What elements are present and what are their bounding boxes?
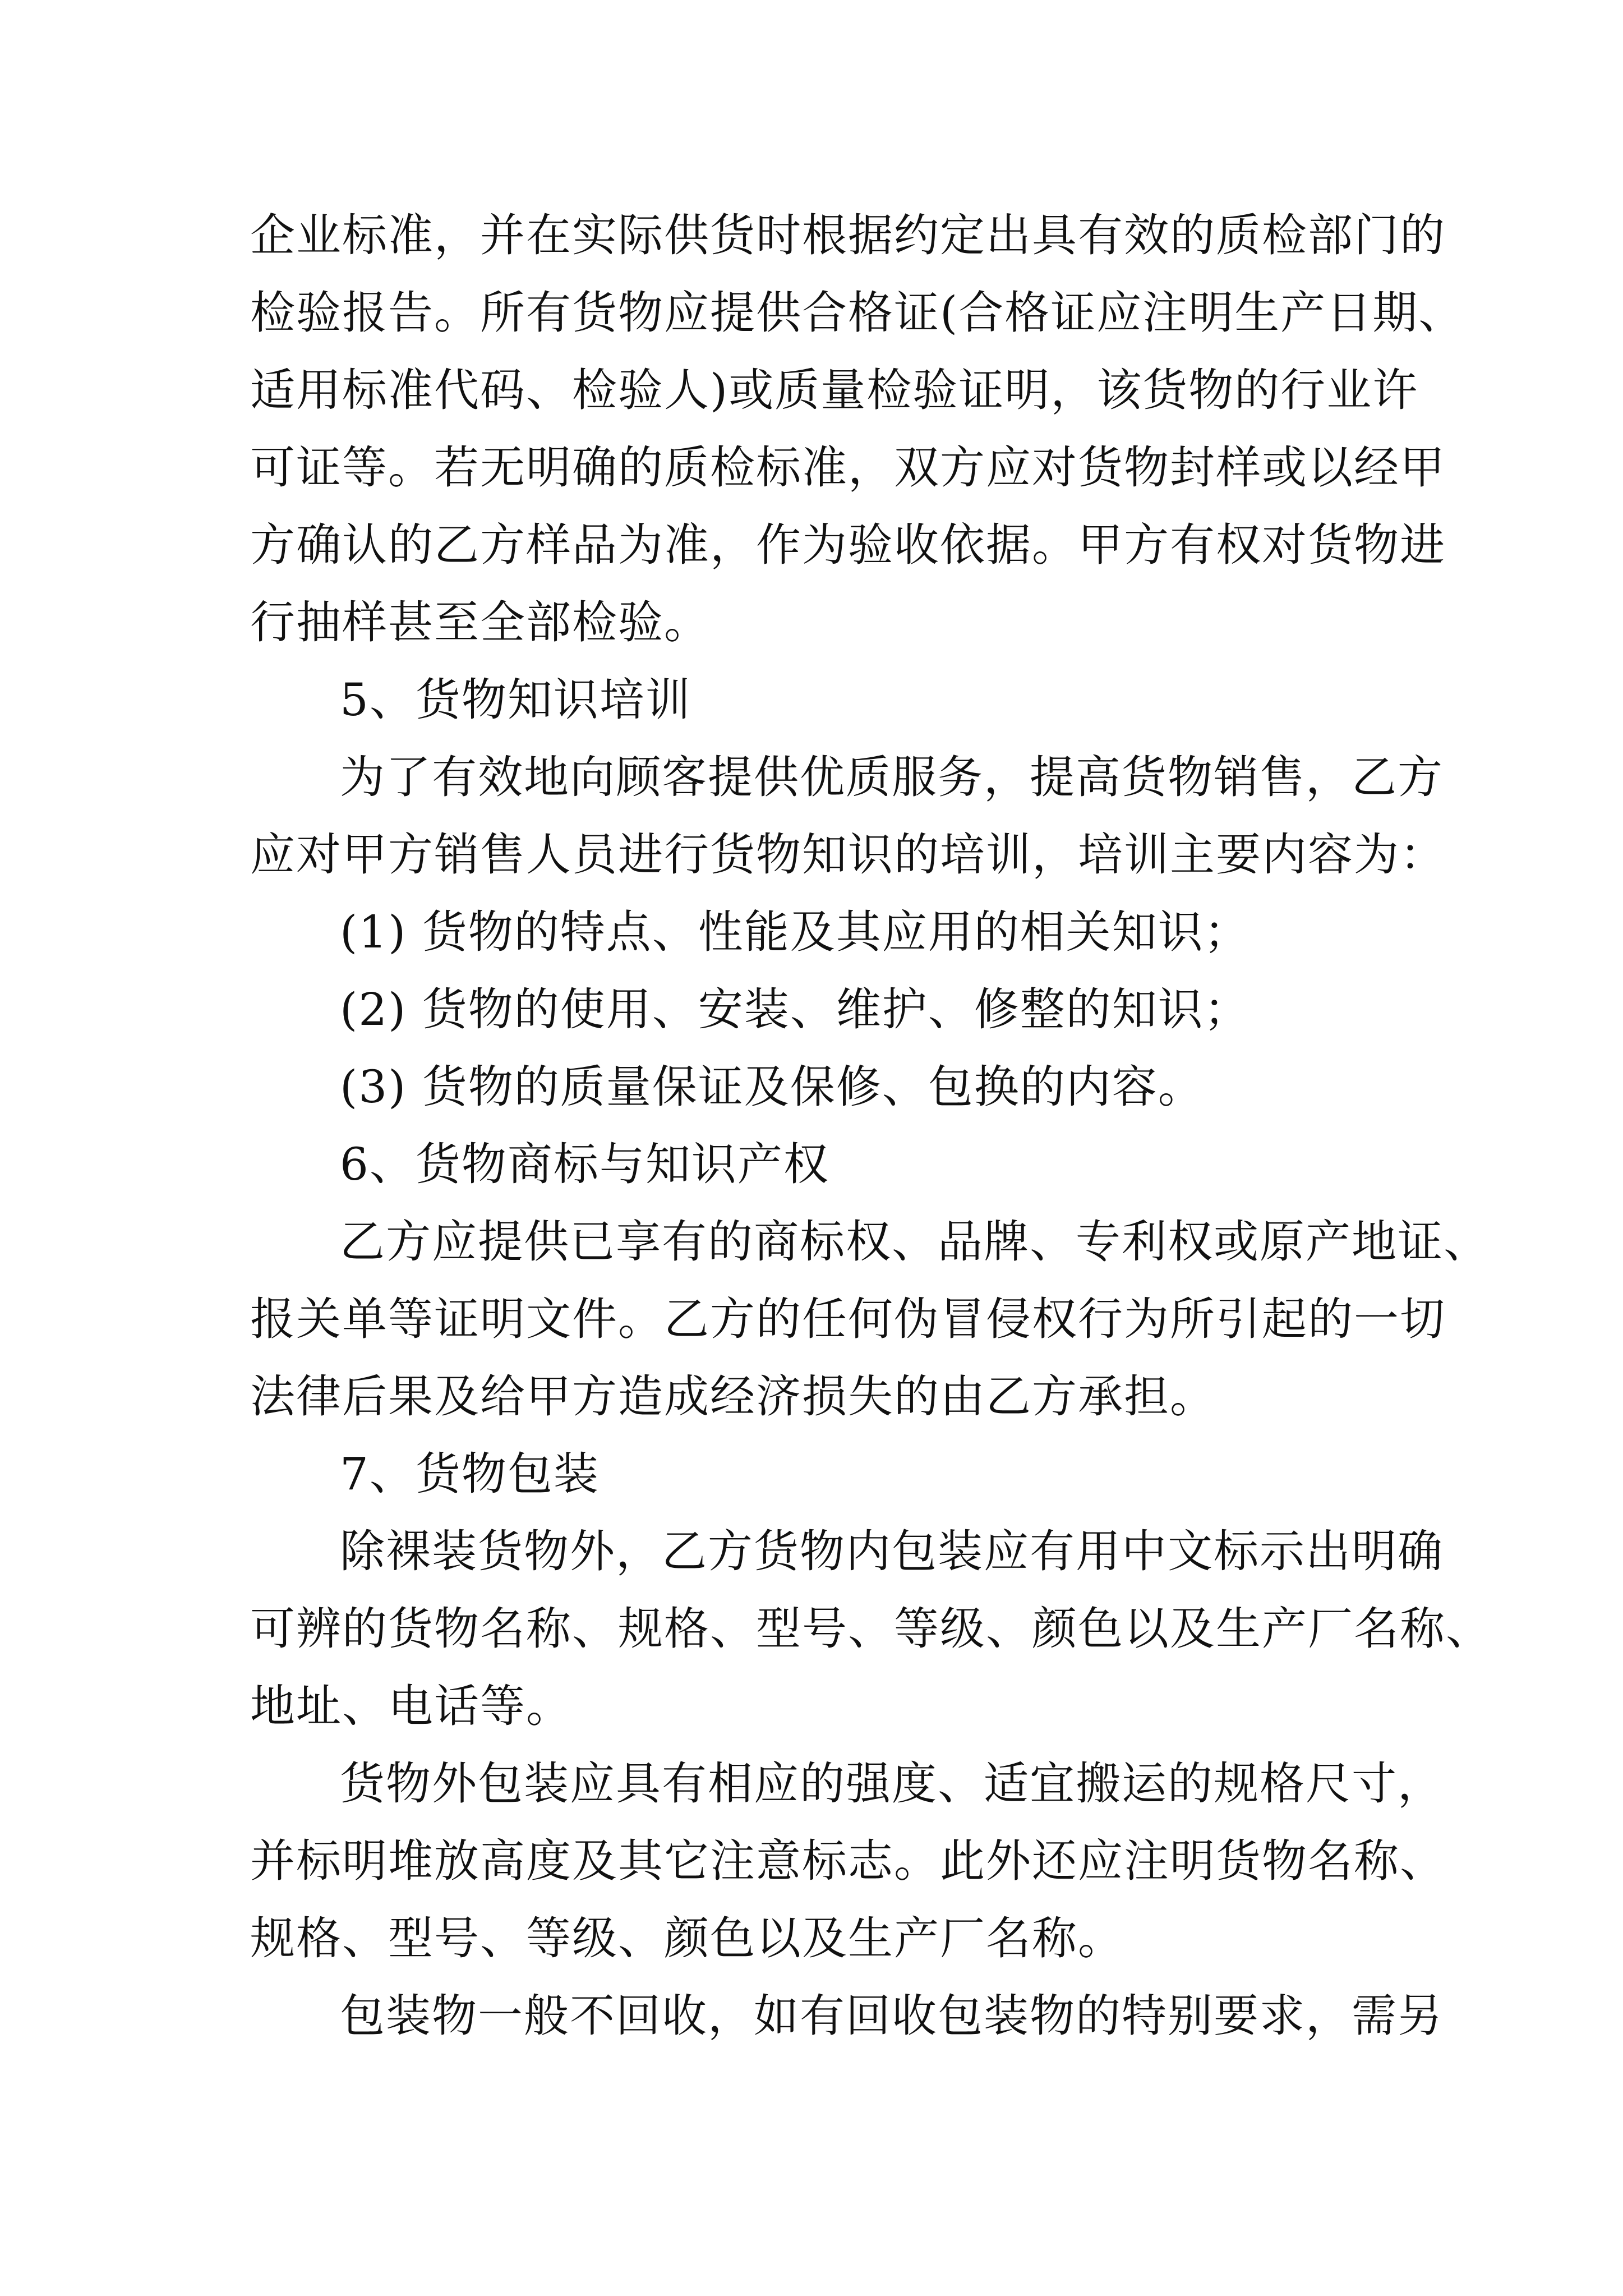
text-line: 乙方应提供已享有的商标权、品牌、专利权或原产地证、 (340, 1216, 1490, 1268)
text-line: 行抽样甚至全部检验。 (250, 596, 710, 648)
section-heading: 7、货物包装 (340, 1448, 600, 1500)
text-line: 检验报告。所有货物应提供合格证(合格证应注明生产日期、 (250, 287, 1465, 339)
text-line: 并标明堆放高度及其它注意标志。此外还应注明货物名称、 (250, 1835, 1446, 1887)
list-item: (1) 货物的特点、性能及其应用的相关知识； (340, 906, 1250, 958)
text-line: 除裸装货物外，乙方货物内包装应有用中文标示出明确 (340, 1525, 1444, 1577)
text-line: 企业标准，并在实际供货时根据约定出具有效的质检部门的 (250, 209, 1446, 261)
section-heading: 6、货物商标与知识产权 (340, 1138, 829, 1190)
text-line: 适用标准代码、检验人)或质量检验证明，该货物的行业许 (250, 364, 1419, 416)
text-line: 地址、电话等。 (250, 1680, 572, 1732)
text-line: 为了有效地向顾客提供优质服务，提高货物销售，乙方 (340, 751, 1444, 803)
text-line: 方确认的乙方样品为准，作为验收依据。甲方有权对货物进 (250, 519, 1446, 571)
text-line: 可证等。若无明确的质检标准，双方应对货物封样或以经甲 (250, 441, 1446, 494)
text-line: 可辨的货物名称、规格、型号、等级、颜色以及生产厂名称、 (250, 1603, 1492, 1655)
list-item: (2) 货物的使用、安装、维护、修整的知识； (340, 983, 1250, 1036)
list-item: (3) 货物的质量保证及保修、包换的内容。 (340, 1061, 1204, 1113)
text-line: 包装物一般不回收，如有回收包装物的特别要求，需另 (340, 1990, 1444, 2042)
text-line: 规格、型号、等级、颜色以及生产厂名称。 (250, 1912, 1124, 1964)
section-heading: 5、货物知识培训 (340, 674, 691, 726)
text-line: 应对甲方销售人员进行货物知识的培训，培训主要内容为： (250, 829, 1446, 881)
text-line: 报关单等证明文件。乙方的任何伪冒侵权行为所引起的一切 (250, 1293, 1446, 1345)
text-line: 法律后果及给甲方造成经济损失的由乙方承担。 (250, 1370, 1216, 1423)
text-line: 货物外包装应具有相应的强度、适宜搬运的规格尺寸， (340, 1757, 1444, 1810)
